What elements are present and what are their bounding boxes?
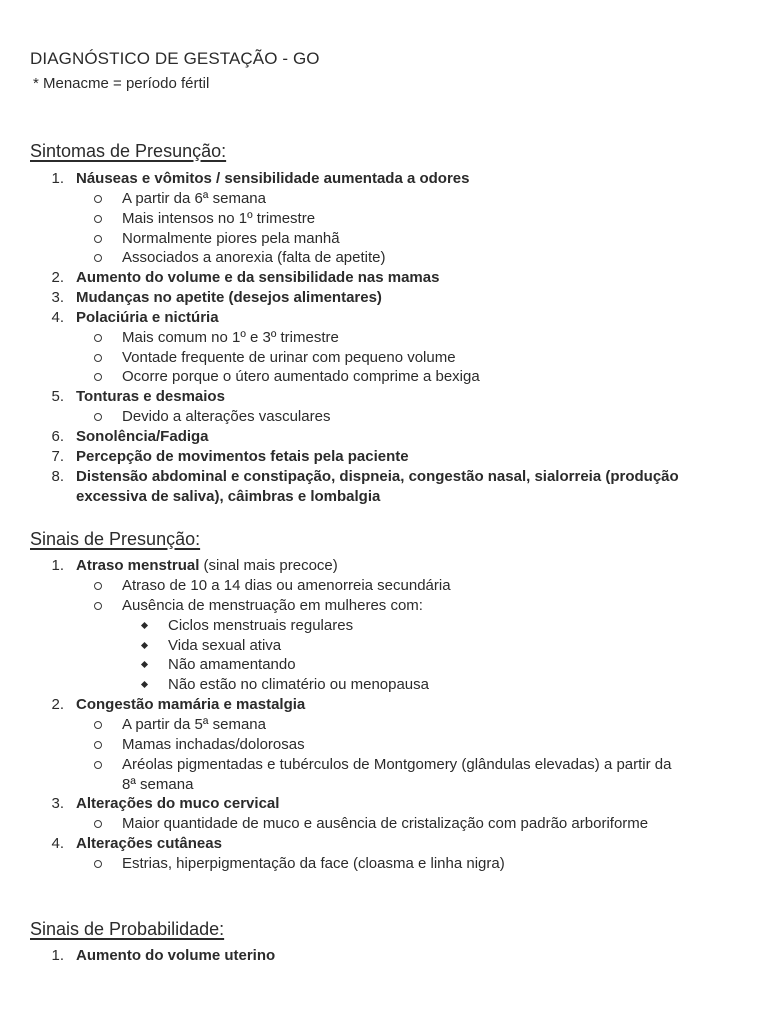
note: * Menacme = período fértil [33,75,210,92]
sub-item: Mais intensos no 1º trimestre [122,210,316,227]
sub-item: A partir da 5ª semana [122,716,266,733]
sub-item: Maior quantidade de muco e ausência de cristalização com padrão arboriforme [122,815,649,832]
sub-sub-item: Ciclos menstruais regulares [168,617,354,634]
diamond-bullet-icon [141,642,148,649]
diamond-bullet-icon [141,661,148,668]
item-label: Polaciúria e nictúria [76,309,219,326]
section-heading: Sintomas de Presunção: [30,141,227,161]
item-label: Náuseas e vômitos / sensibilidade aumentada a odores [76,170,470,187]
item-number: 5. [51,388,64,405]
item-number: 2. [51,269,64,286]
hollow-circle-bullet-icon [94,761,102,769]
diamond-bullet-icon [141,681,148,688]
sub-item-continuation: 8ª semana [122,776,194,793]
item-number: 8. [51,468,64,485]
item-label-bold: Atraso menstrual [76,557,200,574]
hollow-circle-bullet-icon [94,254,102,262]
item-label: Aumento do volume uterino [76,947,276,964]
hollow-circle-bullet-icon [94,195,102,203]
hollow-circle-bullet-icon [94,334,102,342]
item-label-suffix: (sinal mais precoce) [199,557,338,574]
diamond-bullet-icon [141,622,148,629]
sub-item: Estrias, hiperpigmentação da face (cloasma e linha nigra) [122,855,505,872]
sub-item: Devido a alterações vasculares [122,408,331,425]
sub-sub-item: Não amamentando [168,656,296,673]
sub-item: Normalmente piores pela manhã [122,230,340,247]
section-heading: Sinais de Probabilidade: [30,919,225,939]
sub-item: Vontade frequente de urinar com pequeno volume [122,349,456,366]
sub-item: Atraso de 10 a 14 dias ou amenorreia secundária [122,577,451,594]
hollow-circle-bullet-icon [94,741,102,749]
item-label: Congestão mamária e mastalgia [76,696,306,713]
item-label: Aumento do volume e da sensibilidade nas mamas [76,269,440,286]
sub-item: A partir da 6ª semana [122,190,266,207]
item-label [76,556,338,576]
item-number: 4. [51,835,64,852]
item-number: 7. [51,448,64,465]
sub-item: Aréolas pigmentadas e tubérculos de Montgomery (glândulas elevadas) a partir da [122,756,672,773]
item-label-continuation: excessiva de saliva), câimbras e lombalgia [76,488,381,505]
sub-item: Ausência de menstruação em mulheres com: [122,597,423,614]
hollow-circle-bullet-icon [94,354,102,362]
sub-item: Ocorre porque o útero aumentado comprime a bexiga [122,368,480,385]
sub-sub-item: Não estão no climatério ou menopausa [168,676,429,693]
item-label: Percepção de movimentos fetais pela paciente [76,448,409,465]
page-title: DIAGNÓSTICO DE GESTAÇÃO - GO [30,49,320,68]
item-number: 3. [51,795,64,812]
hollow-circle-bullet-icon [94,820,102,828]
hollow-circle-bullet-icon [94,602,102,610]
item-number: 1. [51,947,64,964]
sub-item: Mamas inchadas/dolorosas [122,736,305,753]
hollow-circle-bullet-icon [94,721,102,729]
item-number: 3. [51,289,64,306]
hollow-circle-bullet-icon [94,413,102,421]
section-heading: Sinais de Presunção: [30,529,201,549]
sub-item: Associados a anorexia (falta de apetite) [122,249,386,266]
hollow-circle-bullet-icon [94,582,102,590]
item-label: Alterações cutâneas [76,835,222,852]
hollow-circle-bullet-icon [94,860,102,868]
item-number: 6. [51,428,64,445]
item-label: Mudanças no apetite (desejos alimentares) [76,289,382,306]
sub-item: Mais comum no 1º e 3º trimestre [122,329,339,346]
hollow-circle-bullet-icon [94,215,102,223]
item-number: 2. [51,696,64,713]
item-label: Sonolência/Fadiga [76,428,209,445]
sub-sub-item: Vida sexual ativa [168,637,282,654]
hollow-circle-bullet-icon [94,373,102,381]
item-number: 4. [51,309,64,326]
item-label: Tonturas e desmaios [76,388,225,405]
item-label: Alterações do muco cervical [76,795,280,812]
hollow-circle-bullet-icon [94,235,102,243]
item-label: Distensão abdominal e constipação, dispneia, congestão nasal, sialorreia (produção [76,468,679,485]
item-number: 1. [51,557,64,574]
item-number: 1. [51,170,64,187]
